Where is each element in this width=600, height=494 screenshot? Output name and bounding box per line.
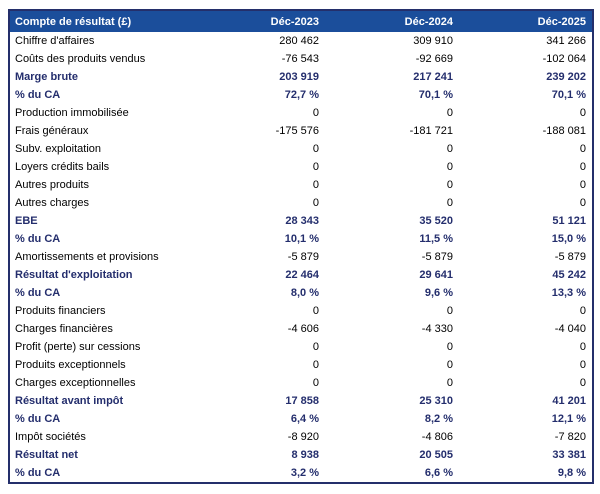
row-value: 0 xyxy=(191,194,325,212)
table-row xyxy=(9,410,593,428)
table-row xyxy=(9,158,593,176)
row-value: 203 919 xyxy=(191,68,325,86)
row-value: 51 121 xyxy=(459,212,593,230)
row-label: Impôt sociétés xyxy=(9,428,191,446)
row-value: 8,2 % xyxy=(325,410,459,428)
table-row xyxy=(9,86,593,104)
row-value: -76 543 xyxy=(191,50,325,68)
row-label: % du CA xyxy=(9,410,191,428)
table-row xyxy=(9,338,593,356)
row-value: 0 xyxy=(459,356,593,374)
row-value: 0 xyxy=(191,176,325,194)
table-row xyxy=(9,356,593,374)
table-row xyxy=(9,446,593,464)
row-label: Produits financiers xyxy=(9,302,191,320)
column-header-dec-2025: Déc-2025 xyxy=(459,10,593,32)
table-row xyxy=(9,32,593,50)
table-row xyxy=(9,194,593,212)
row-label: Loyers crédits bails xyxy=(9,158,191,176)
income-statement-table xyxy=(8,9,592,484)
row-value: 11,5 % xyxy=(325,230,459,248)
row-value: 0 xyxy=(191,158,325,176)
row-value: -4 606 xyxy=(191,320,325,338)
row-label: Production immobilisée xyxy=(9,104,191,122)
row-value: 12,1 % xyxy=(459,410,593,428)
table-row xyxy=(9,140,593,158)
row-value: 0 xyxy=(459,140,593,158)
row-value: 22 464 xyxy=(191,266,325,284)
table-row xyxy=(9,122,593,140)
row-value: -175 576 xyxy=(191,122,325,140)
row-value: 0 xyxy=(325,140,459,158)
table-row xyxy=(9,428,593,446)
table-row xyxy=(9,392,593,410)
row-value: 9,6 % xyxy=(325,284,459,302)
row-value: 15,0 % xyxy=(459,230,593,248)
column-header-dec-2024: Déc-2024 xyxy=(325,10,459,32)
row-value: 13,3 % xyxy=(459,284,593,302)
row-label: % du CA xyxy=(9,464,191,483)
row-label: Coûts des produits vendus xyxy=(9,50,191,68)
row-value: 20 505 xyxy=(325,446,459,464)
row-value: 25 310 xyxy=(325,392,459,410)
row-label: Autres charges xyxy=(9,194,191,212)
compte-de-resultat xyxy=(8,9,594,484)
row-label: Frais généraux xyxy=(9,122,191,140)
row-value: -5 879 xyxy=(459,248,593,266)
row-label: Résultat avant impôt xyxy=(9,392,191,410)
row-value: 8 938 xyxy=(191,446,325,464)
row-value: 0 xyxy=(325,194,459,212)
row-value: 0 xyxy=(459,158,593,176)
row-value: -4 330 xyxy=(325,320,459,338)
row-value: 72,7 % xyxy=(191,86,325,104)
row-value: 0 xyxy=(325,104,459,122)
row-value: 0 xyxy=(459,176,593,194)
row-label: Autres produits xyxy=(9,176,191,194)
row-value: 45 242 xyxy=(459,266,593,284)
row-value: -181 721 xyxy=(325,122,459,140)
table-body xyxy=(9,32,593,483)
row-value: 35 520 xyxy=(325,212,459,230)
row-value: 33 381 xyxy=(459,446,593,464)
table-row xyxy=(9,68,593,86)
row-value: 6,6 % xyxy=(325,464,459,483)
row-value: 0 xyxy=(191,374,325,392)
row-label: Résultat d'exploitation xyxy=(9,266,191,284)
table-row xyxy=(9,284,593,302)
row-value: -8 920 xyxy=(191,428,325,446)
row-value: 0 xyxy=(191,338,325,356)
column-header-dec-2023: Déc-2023 xyxy=(191,10,325,32)
row-value: 6,4 % xyxy=(191,410,325,428)
row-value: -7 820 xyxy=(459,428,593,446)
table-row xyxy=(9,464,593,483)
row-value: 0 xyxy=(191,302,325,320)
row-label: Marge brute xyxy=(9,68,191,86)
row-value: 10,1 % xyxy=(191,230,325,248)
header-row xyxy=(9,10,593,32)
row-value: 9,8 % xyxy=(459,464,593,483)
row-value: 0 xyxy=(325,302,459,320)
row-value: 3,2 % xyxy=(191,464,325,483)
row-value: 309 910 xyxy=(325,32,459,50)
table-row xyxy=(9,302,593,320)
table-row xyxy=(9,104,593,122)
table-row xyxy=(9,50,593,68)
table-row xyxy=(9,248,593,266)
table-row xyxy=(9,230,593,248)
row-label: EBE xyxy=(9,212,191,230)
row-value: 0 xyxy=(191,356,325,374)
row-value: 70,1 % xyxy=(325,86,459,104)
row-label: Résultat net xyxy=(9,446,191,464)
row-value: 0 xyxy=(325,158,459,176)
row-value: 239 202 xyxy=(459,68,593,86)
row-label: Chiffre d'affaires xyxy=(9,32,191,50)
table-row xyxy=(9,374,593,392)
row-value: 0 xyxy=(191,140,325,158)
row-label: % du CA xyxy=(9,86,191,104)
table-row xyxy=(9,320,593,338)
row-value: 8,0 % xyxy=(191,284,325,302)
row-value: -102 064 xyxy=(459,50,593,68)
row-value: -5 879 xyxy=(325,248,459,266)
row-value: 0 xyxy=(191,104,325,122)
row-value: 70,1 % xyxy=(459,86,593,104)
row-value: -4 806 xyxy=(325,428,459,446)
table-row xyxy=(9,176,593,194)
row-label: Produits exceptionnels xyxy=(9,356,191,374)
table-header xyxy=(9,10,593,32)
row-value: 0 xyxy=(459,104,593,122)
row-value: 0 xyxy=(325,356,459,374)
row-value: 217 241 xyxy=(325,68,459,86)
row-value: 280 462 xyxy=(191,32,325,50)
row-label: Charges financières xyxy=(9,320,191,338)
row-value: 28 343 xyxy=(191,212,325,230)
row-value: 0 xyxy=(459,338,593,356)
row-value: 0 xyxy=(325,338,459,356)
table-row xyxy=(9,212,593,230)
row-label: % du CA xyxy=(9,230,191,248)
table-row xyxy=(9,266,593,284)
row-label: Amortissements et provisions xyxy=(9,248,191,266)
row-value: -5 879 xyxy=(191,248,325,266)
row-label: Profit (perte) sur cessions xyxy=(9,338,191,356)
row-label: Charges exceptionnelles xyxy=(9,374,191,392)
row-value: 0 xyxy=(325,374,459,392)
row-label: % du CA xyxy=(9,284,191,302)
row-value: 0 xyxy=(325,176,459,194)
row-value: 341 266 xyxy=(459,32,593,50)
row-value: 17 858 xyxy=(191,392,325,410)
row-value: 41 201 xyxy=(459,392,593,410)
row-value: -188 081 xyxy=(459,122,593,140)
row-value: 0 xyxy=(459,374,593,392)
table-title: Compte de résultat (£) xyxy=(9,10,191,32)
row-value: -4 040 xyxy=(459,320,593,338)
row-label: Subv. exploitation xyxy=(9,140,191,158)
row-value: 0 xyxy=(459,194,593,212)
row-value: -92 669 xyxy=(325,50,459,68)
row-value: 29 641 xyxy=(325,266,459,284)
row-value: 0 xyxy=(459,302,593,320)
